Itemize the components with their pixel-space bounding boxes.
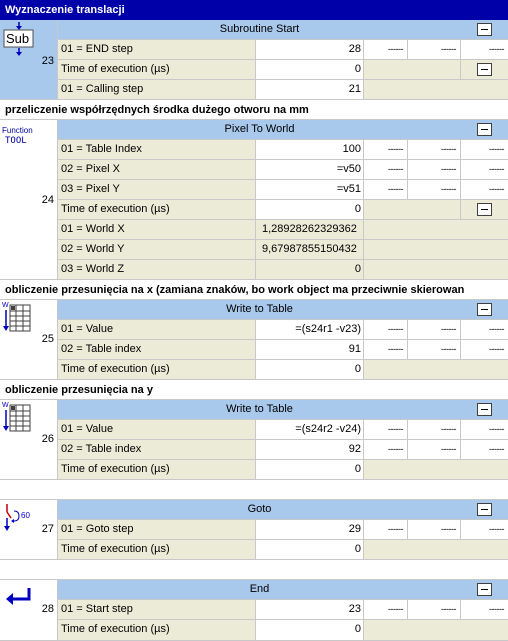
step-28-icon-cell[interactable] [0, 580, 58, 641]
block-title: Write to Table [226, 403, 293, 415]
step-number: 25 [41, 333, 54, 345]
empty-cell [364, 200, 461, 220]
param-label: 03 = Pixel Y [58, 180, 256, 200]
param-value[interactable]: 91 [256, 340, 364, 360]
empty-cell [364, 80, 508, 100]
param-extra[interactable]: ------ [461, 440, 508, 460]
param-label: 01 = Value [58, 420, 256, 440]
step-27-header[interactable] [58, 500, 461, 520]
param-extra[interactable]: ------ [461, 320, 508, 340]
icon-letter: W [2, 302, 9, 309]
param-min[interactable]: ------ [364, 420, 408, 440]
param-min[interactable]: ------ [364, 520, 408, 540]
icon-line1: Function [2, 126, 33, 135]
param-max[interactable]: ------ [408, 320, 461, 340]
param-value[interactable]: =v51 [256, 180, 364, 200]
param-value: 0 [256, 460, 364, 480]
step-26-icon-cell[interactable] [0, 400, 58, 480]
step-28-header[interactable] [58, 580, 461, 600]
step-23-icon-cell[interactable] [0, 20, 58, 100]
param-min[interactable]: ------ [364, 40, 408, 60]
empty-cell [364, 360, 508, 380]
block-title: End [249, 583, 270, 595]
goto-icon-text: 60 [21, 511, 30, 520]
block-title: Write to Table [226, 303, 293, 315]
empty-cell [364, 220, 508, 240]
param-extra[interactable]: ------ [461, 160, 508, 180]
param-max[interactable]: ------ [408, 40, 461, 60]
collapse-button[interactable] [477, 503, 492, 516]
step-25-header[interactable] [58, 300, 461, 320]
step-number: 23 [41, 55, 54, 67]
step-27-header-right [461, 500, 508, 520]
step-25-header-right [461, 300, 508, 320]
empty-cell [364, 60, 461, 80]
param-max[interactable]: ------ [408, 340, 461, 360]
collapse-button[interactable] [477, 23, 492, 36]
write-table-icon [2, 402, 34, 436]
step-comment[interactable] [0, 380, 508, 400]
param-extra[interactable]: ------ [461, 420, 508, 440]
param-value[interactable]: 28 [256, 40, 364, 60]
empty-cell [364, 240, 508, 260]
collapse-button[interactable] [477, 63, 492, 76]
step-27-icon-cell[interactable] [0, 500, 58, 560]
param-label: 02 = Pixel X [58, 160, 256, 180]
param-value[interactable]: 29 [256, 520, 364, 540]
result-value: 0 [256, 260, 364, 280]
param-label: 01 = Goto step [58, 520, 256, 540]
end-return-icon [4, 586, 34, 608]
param-label: 01 = Start step [58, 600, 256, 620]
collapse-button[interactable] [477, 303, 492, 316]
param-max[interactable]: ------ [408, 440, 461, 460]
param-max[interactable]: ------ [408, 520, 461, 540]
collapse-button[interactable] [477, 123, 492, 136]
param-label: Time of execution (µs) [58, 60, 256, 80]
param-label: 03 = World Z [58, 260, 256, 280]
param-value: 21 [256, 80, 364, 100]
param-label: Time of execution (µs) [58, 200, 256, 220]
function-tool-icon [2, 126, 42, 152]
block-title: Pixel To World [224, 123, 295, 135]
param-extra[interactable]: ------ [461, 180, 508, 200]
step-number: 28 [41, 603, 54, 615]
param-min[interactable]: ------ [364, 340, 408, 360]
window-title-bar [0, 0, 508, 20]
empty-cell [364, 260, 508, 280]
window-title: Wyznaczenie translacji [5, 4, 125, 16]
step-23-header-right [461, 20, 508, 40]
param-extra[interactable]: ------ [461, 140, 508, 160]
param-max[interactable]: ------ [408, 160, 461, 180]
collapse-button[interactable] [477, 583, 492, 596]
subroutine-icon [3, 22, 35, 62]
param-label: 02 = Table index [58, 440, 256, 460]
param-value[interactable]: =v50 [256, 160, 364, 180]
goto-icon [2, 502, 40, 532]
step-24-header-right [461, 120, 508, 140]
block-title: Subroutine Start [219, 23, 300, 35]
param-value: 0 [256, 60, 364, 80]
param-min[interactable]: ------ [364, 600, 408, 620]
step-24-icon-cell[interactable] [0, 120, 58, 280]
result-value: 9,67987855150432 [256, 240, 364, 260]
param-label: Time of execution (µs) [58, 620, 256, 641]
param-max[interactable]: ------ [408, 600, 461, 620]
param-label: Time of execution (µs) [58, 540, 256, 560]
param-min[interactable]: ------ [364, 320, 408, 340]
param-extra[interactable]: ------ [461, 520, 508, 540]
comment-text: obliczenie przesunięcia na x (zamiana znaków, bo work object ma przeciwnie skierowan [5, 284, 465, 296]
param-label: 01 = END step [58, 40, 256, 60]
param-value[interactable]: =(s24r2 -v24) [256, 420, 364, 440]
param-value[interactable]: =(s24r1 -v23) [256, 320, 364, 340]
empty-cell [364, 620, 508, 641]
step-26-header-right [461, 400, 508, 420]
step-number: 27 [41, 523, 54, 535]
step-comment-empty[interactable] [0, 560, 508, 580]
block-title: Goto [247, 503, 272, 515]
param-min[interactable]: ------ [364, 180, 408, 200]
param-label: 01 = Value [58, 320, 256, 340]
empty-cell [461, 60, 508, 80]
step-28-header-right [461, 580, 508, 600]
collapse-button[interactable] [477, 403, 492, 416]
empty-cell [364, 540, 508, 560]
param-max[interactable]: ------ [408, 140, 461, 160]
empty-cell [461, 200, 508, 220]
param-extra[interactable]: ------ [461, 340, 508, 360]
step-26-header[interactable] [58, 400, 461, 420]
param-min[interactable]: ------ [364, 160, 408, 180]
param-extra[interactable]: ------ [461, 40, 508, 60]
param-value[interactable]: 100 [256, 140, 364, 160]
param-max[interactable]: ------ [408, 180, 461, 200]
step-comment[interactable] [0, 280, 508, 300]
step-comment-empty[interactable] [0, 480, 508, 500]
param-value[interactable]: 92 [256, 440, 364, 460]
result-value: 1,28928262329362 [256, 220, 364, 240]
param-label: 01 = Table Index [58, 140, 256, 160]
step-24-header[interactable] [58, 120, 461, 140]
write-table-icon [2, 302, 34, 336]
step-comment[interactable] [0, 100, 508, 120]
param-label: 02 = Table index [58, 340, 256, 360]
param-min[interactable]: ------ [364, 440, 408, 460]
param-value: 0 [256, 620, 364, 641]
collapse-button[interactable] [477, 203, 492, 216]
param-label: 01 = Calling step [58, 80, 256, 100]
step-number: 24 [41, 194, 54, 206]
param-max[interactable]: ------ [408, 420, 461, 440]
subroutine-icon-text: Sub [6, 31, 30, 46]
icon-letter: W [2, 402, 9, 409]
param-label: 01 = World X [58, 220, 256, 240]
empty-cell [364, 460, 508, 480]
param-extra[interactable]: ------ [461, 600, 508, 620]
step-25-icon-cell[interactable] [0, 300, 58, 380]
comment-text: obliczenie przesunięcia na y [5, 384, 153, 396]
step-number: 26 [41, 433, 54, 445]
param-value[interactable]: 23 [256, 600, 364, 620]
param-label: Time of execution (µs) [58, 360, 256, 380]
param-min[interactable]: ------ [364, 140, 408, 160]
param-value: 0 [256, 360, 364, 380]
param-value: 0 [256, 200, 364, 220]
step-23-header[interactable] [58, 20, 461, 40]
icon-line2: TOOL [5, 136, 27, 146]
comment-text: przeliczenie współrzędnych środka dużego otworu na mm [5, 104, 309, 116]
param-value: 0 [256, 540, 364, 560]
param-label: 02 = World Y [58, 240, 256, 260]
param-label: Time of execution (µs) [58, 460, 256, 480]
